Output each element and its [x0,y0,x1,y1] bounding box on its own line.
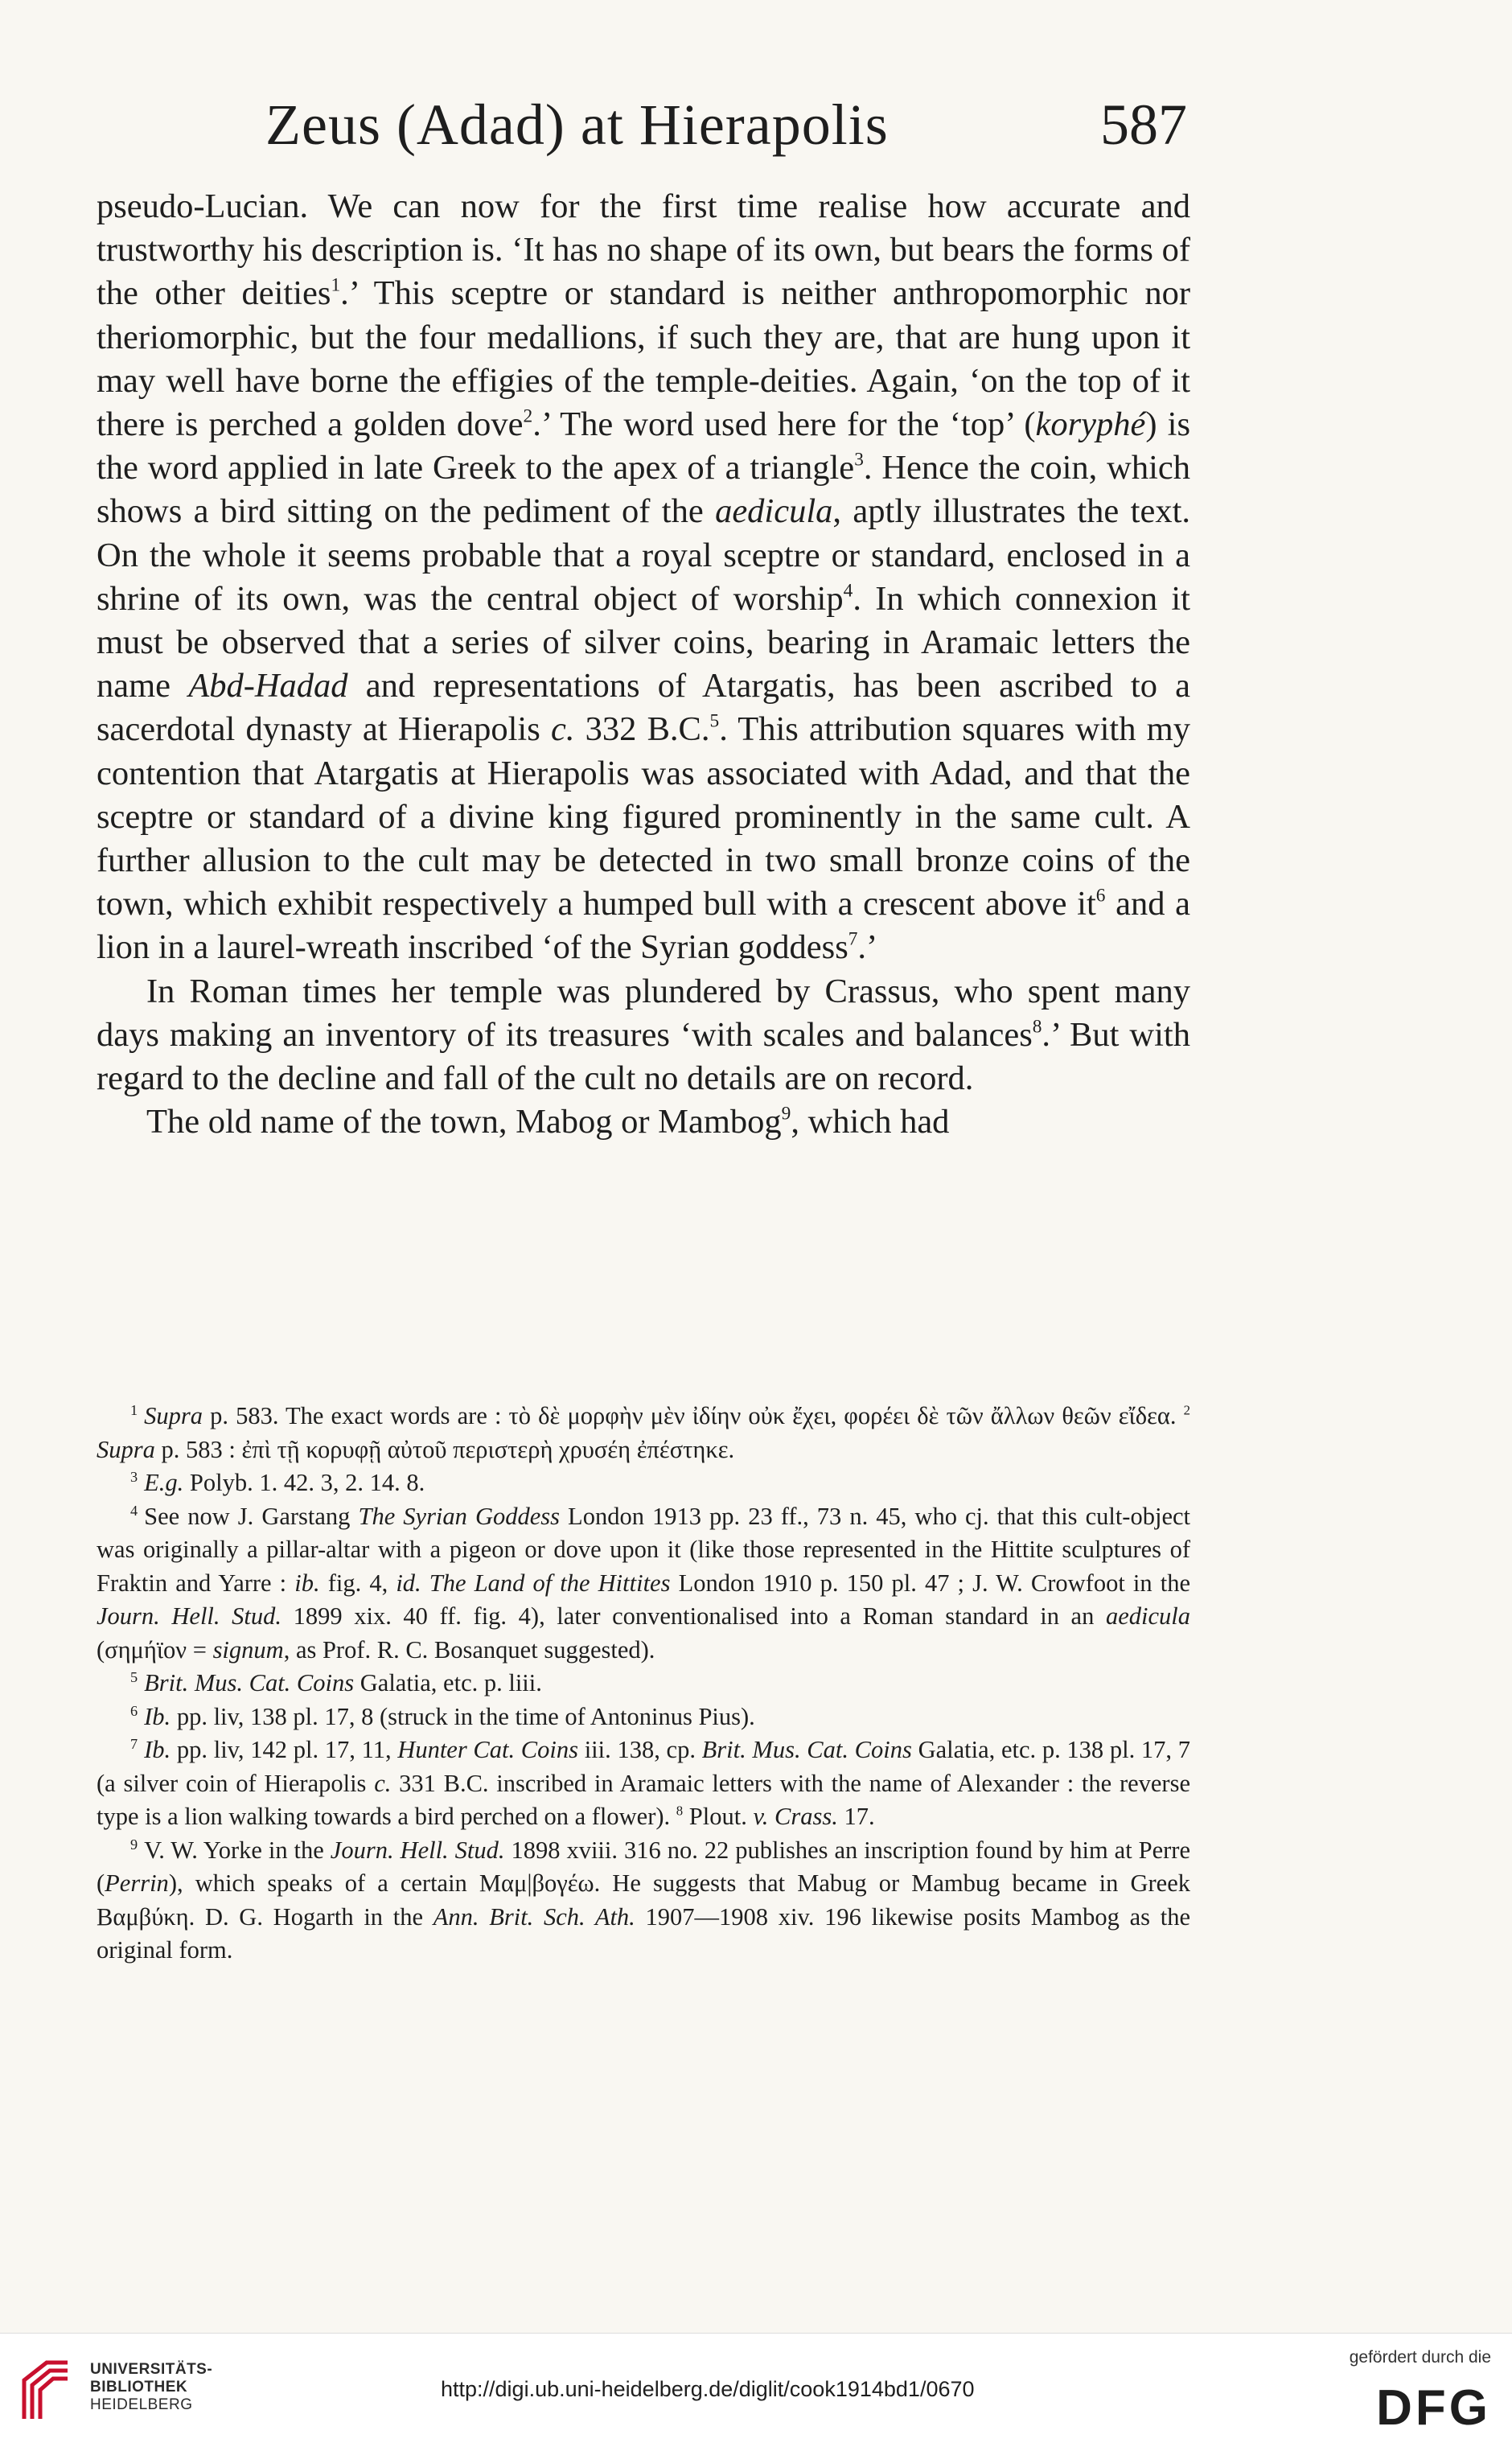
footnote-ref: 2 [523,405,533,427]
italic-span: Journ. Hell. Stud. [330,1836,505,1864]
footnote-ref: 1 [331,275,341,297]
footnote [97,1701,1190,1734]
italic-span: c. [550,710,575,749]
italic-span: Supra [97,1435,155,1463]
text-span: iii. 138, cp. [578,1736,702,1763]
footnote-ref: 2 [1183,1402,1190,1418]
italic-span: aedicula [715,492,833,531]
digitization-footer [0,2333,1512,2447]
body-paragraph [97,970,1190,1101]
footnote [97,1834,1190,1968]
footnote-ref: 4 [843,580,853,602]
text-span: ), which speaks of a certain Μαμ|βογέω. He suggests that Mabug or Mambug became in Greek Βαμβύκη. D. G. Hogarth in the [97,1869,1190,1931]
italic-span: Abd-Hadad [188,667,348,705]
footnote [97,1500,1190,1668]
text-span: fig. 4, [319,1569,396,1597]
footnote-number: 9 [130,1836,138,1853]
footnote-number: 5 [130,1669,138,1686]
italic-span: Journ. Hell. Stud. [97,1602,281,1630]
text-span: pp. liv, 138 pl. 17, 8 (struck in the time of Antoninus Pius). [171,1702,755,1730]
text-span: , aptly illustrates the text. On the whole it seems probable that a royal sceptre or standard, enclosed in a shrine of its own, was the central object of worship [97,492,1190,618]
text-span: .’ [857,928,878,967]
footnote-number: 7 [130,1736,138,1753]
footnote-ref: 7 [848,929,858,951]
italic-span: aedicula [1105,1602,1190,1630]
permalink[interactable]: http://digi.ub.uni-heidelberg.de/diglit/cook1914bd1/0670 [441,2377,975,2401]
body-paragraph [97,1100,1190,1144]
institution-name: UNIVERSITÄTS- BIBLIOTHEK HEIDELBERG [90,2361,213,2413]
text-span: (σημήϊον = [97,1635,213,1664]
text-span: and representations of Atargatis, has been ascribed to a sacerdotal dynasty at Hierapolis [97,667,1190,749]
text-span: Plout. [683,1803,754,1830]
text-span: pp. liv, 142 pl. 17, 11, [171,1736,398,1763]
text-span: 1898 xviii. 316 no. 22 publishes an inscription found by him at Perre ( [97,1836,1190,1897]
text-span: . In which connexion it must be observed that a series of silver coins, bearing in Aramaic letters the name [97,579,1190,705]
text-span: London 1910 p. 150 pl. 47 ; J. W. Crowfoot in the [670,1569,1190,1597]
text-span: , which had [791,1103,950,1141]
footnote-ref: 5 [709,711,720,733]
text-span: ) is the word applied in late Greek to the apex of a triangle [97,405,1191,487]
text-span: 332 B.C. [574,710,710,749]
italic-span: E.g. [144,1469,184,1496]
italic-span: signum [212,1635,284,1664]
main-text [97,185,1190,1144]
italic-span: Hunter Cat. Coins [397,1736,578,1763]
text-span: Polyb. 1. 42. 3, 2. 14. 8. [183,1469,425,1496]
text-span: In Roman times her temple was plundered by Crassus, who spent many days making an inventory of its treasures ‘with scales and balances [97,972,1190,1054]
footnote [97,1466,1190,1500]
text-span: p. 583 : ἐπὶ τῇ κορυφῇ αὐτοῦ περιστερὴ χρυσέη ἐπέστηκε. [154,1435,735,1463]
italic-span: Supra [144,1402,203,1429]
text-span: . This attribution squares with my contention that Atargatis at Hierapolis was associated with Adad, and that the sceptre or standard of a divine king figured prominently in the same cult. A further allusion to the cult may be detected in two small bronze coins of the town, which exhibit respectively a humped bull with a crescent above it [97,710,1190,923]
dfg-logo-icon: DFG [1376,2380,1491,2436]
italic-span: id. [396,1569,421,1597]
text-span: and a lion in a laurel-wreath inscribed ‘of the Syrian goddess [97,885,1190,967]
footnote-ref: 9 [781,1103,791,1125]
footnote-ref: 8 [676,1803,684,1819]
italic-span: ib. [294,1569,320,1597]
text-span: pseudo-Lucian. We can now for the first time realise how accurate and trustworthy his description is. ‘It has no shape of its own, but bears the forms of the other deities [97,187,1190,313]
italic-span: v. Crass. [753,1803,838,1830]
italic-span: Brit. Mus. Cat. Coins [701,1736,912,1763]
italic-span: Ib. [144,1702,171,1730]
italic-span: Ann. Brit. Sch. Ath. [433,1902,635,1931]
footnote-number: 1 [130,1402,138,1419]
text-span: .’ But with regard to the decline and fall of the cult no details are on record. [97,1015,1190,1098]
footnote-number: 6 [130,1702,138,1719]
italic-span: The Land of the Hittites [429,1569,671,1597]
text-span: The old name of the town, Mabog or Mambog [146,1103,782,1141]
text-span [421,1569,429,1597]
italic-span: Ib. [144,1736,171,1763]
text-span: 17. [837,1803,875,1830]
page-number: 587 [1100,93,1187,157]
footnotes [97,1400,1190,1968]
text-span: See now J. Garstang [144,1502,359,1530]
footnote [97,1733,1190,1834]
text-span: V. W. Yorke in the [144,1836,331,1864]
italic-span: Brit. Mus. Cat. Coins [144,1669,355,1696]
footnote [97,1667,1190,1701]
body-paragraph [97,185,1190,970]
footnote-number: 4 [130,1502,138,1519]
italic-span: Perrin [105,1869,169,1897]
text-span: .’ The word used here for the ‘top’ ( [532,405,1036,444]
text-span: 331 B.C. inscribed in Aramaic letters with the name of Alexander : the reverse type is a lion walking towards a bird perched on a flower). [97,1769,1190,1830]
library-logo-icon [18,2356,74,2425]
italic-span: koryphé [1035,405,1146,444]
text-span: p. 583. The exact words are : τὸ δὲ μορφὴν μὲν ἰδίην οὐκ ἔχει, φορέει δὲ τῶν ἄλλων θεῶν εἴδεα. [203,1402,1184,1429]
running-title: Zeus (Adad) at Hierapolis [265,93,889,157]
footnote-ref: 6 [1095,885,1106,907]
text-span: 1907—1908 xiv. 196 likewise posits Mambog as the original form. [97,1902,1190,1964]
text-span: Galatia, etc. p. 138 pl. 17, 7 (a silver coin of Hierapolis [97,1736,1190,1797]
text-span: .’ This sceptre or standard is neither anthropomorphic nor theriomorphic, but the four medallions, if such they are, that are hung upon it may well have borne the effigies of the temple-deities. Again, ‘on the top of it there is perched a golden dove [97,274,1191,444]
italic-span: c. [374,1769,392,1797]
footnote-ref: 8 [1032,1016,1042,1038]
running-header [0,80,1512,169]
text-span: , as Prof. R. C. Bosanquet suggested). [283,1635,655,1664]
funded-by-label: gefördert durch die [1349,2348,1491,2367]
text-span: . Hence the coin, which shows a bird sitting on the pediment of the [97,449,1191,531]
italic-span: The Syrian Goddess [358,1502,561,1530]
text-span: 1899 xix. 40 ff. fig. 4), later conventionalised into a Roman standard in an [281,1602,1106,1630]
text-span: London 1913 pp. 23 ff., 73 n. 45, who cj. that this cult-object was originally a pillar-altar with a pigeon or dove upon it (like those represented in the Hittite sculptures of Fraktin and Yarre : [97,1502,1190,1597]
footnote [97,1400,1190,1466]
footnote-number: 3 [130,1469,138,1486]
footnote-ref: 3 [854,449,864,471]
text-span: Galatia, etc. p. liii. [354,1669,542,1696]
